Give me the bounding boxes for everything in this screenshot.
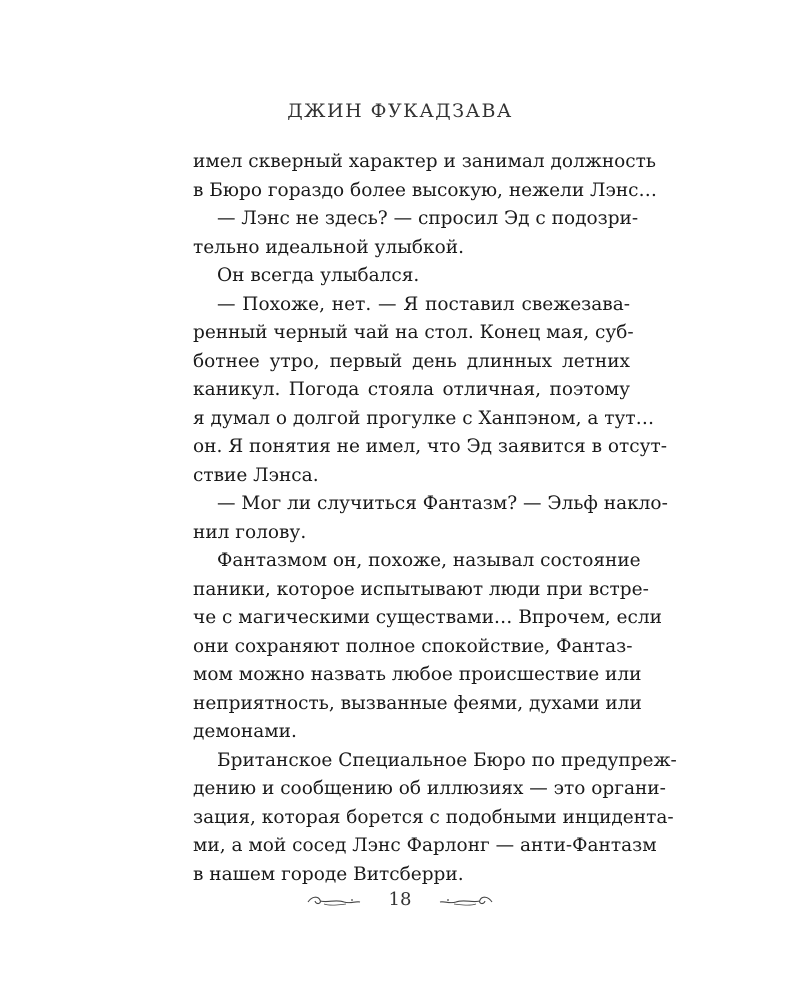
- running-head-title: ДЖИН ФУКАДЗАВА: [287, 100, 513, 122]
- text-line: ботнее утро, первый день длинных летних: [193, 350, 630, 372]
- text-line: Британское Специальное Бюро по предупреж-: [217, 749, 677, 771]
- paragraph: [193, 291, 667, 491]
- text-line: демонами.: [193, 721, 297, 742]
- text-line: в нашем городе Витсберри.: [193, 863, 464, 885]
- text-line: они сохраняют полное спокойствие, Фантаз-: [193, 635, 633, 657]
- running-head: [0, 100, 800, 122]
- paragraph: [193, 747, 677, 890]
- paragraph: [193, 205, 639, 262]
- text-line: имел скверный характер и занимал должность: [193, 151, 656, 172]
- text-line: мом можно назвать любое происшествие или: [193, 664, 642, 685]
- text-line: — Мог ли случиться Фантазм? — Эльф накло-: [217, 493, 668, 514]
- paragraph: [193, 490, 668, 547]
- text-line: он. Я понятия не имел, что Эд заявится в отсут-: [193, 436, 667, 457]
- text-line: каникул. Погода стояла отличная, поэтому: [193, 379, 630, 400]
- paragraph: [193, 148, 658, 205]
- text-line: че с магическими существами… Впрочем, если: [193, 607, 662, 628]
- text-line: неприятность, вызванные феями, духами или: [193, 692, 642, 714]
- page-folio: [0, 889, 800, 910]
- right-ornament-icon: [438, 892, 494, 908]
- text-line: Он всегда улыбался.: [217, 265, 420, 286]
- text-line: — Лэнс не здесь? — спросил Эд с подозри-: [217, 208, 639, 229]
- page-number: 18: [388, 889, 412, 910]
- text-line: зация, которая борется с подобными инцидента-: [193, 806, 674, 828]
- text-line: я думал о долгой прогулке с Ханпэном, а тут…: [193, 407, 655, 429]
- text-line: в Бюро гораздо более высокую, нежели Лэнс…: [193, 179, 658, 201]
- paragraph: [193, 262, 630, 291]
- body-text: [193, 148, 677, 889]
- text-line: ствие Лэнса.: [193, 464, 319, 486]
- text-line: ми, а мой сосед Лэнс Фарлонг — анти-Фантазм: [193, 835, 657, 856]
- text-line: Фантазмом он, похоже, называл состояние: [217, 550, 641, 571]
- text-line: паники, которое испытывают люди при встре-: [193, 578, 649, 600]
- text-line: нил голову.: [193, 521, 307, 543]
- text-line: дению и сообщению об иллюзиях — это органи-: [193, 778, 666, 799]
- left-ornament-icon: [306, 892, 362, 908]
- text-line: ренный черный чай на стол. Конец мая, суб-: [193, 322, 634, 343]
- text-line: тельно идеальной улыбкой.: [193, 236, 464, 258]
- paragraph: [193, 547, 662, 747]
- text-line: — Похоже, нет. — Я поставил свежезава-: [217, 293, 630, 315]
